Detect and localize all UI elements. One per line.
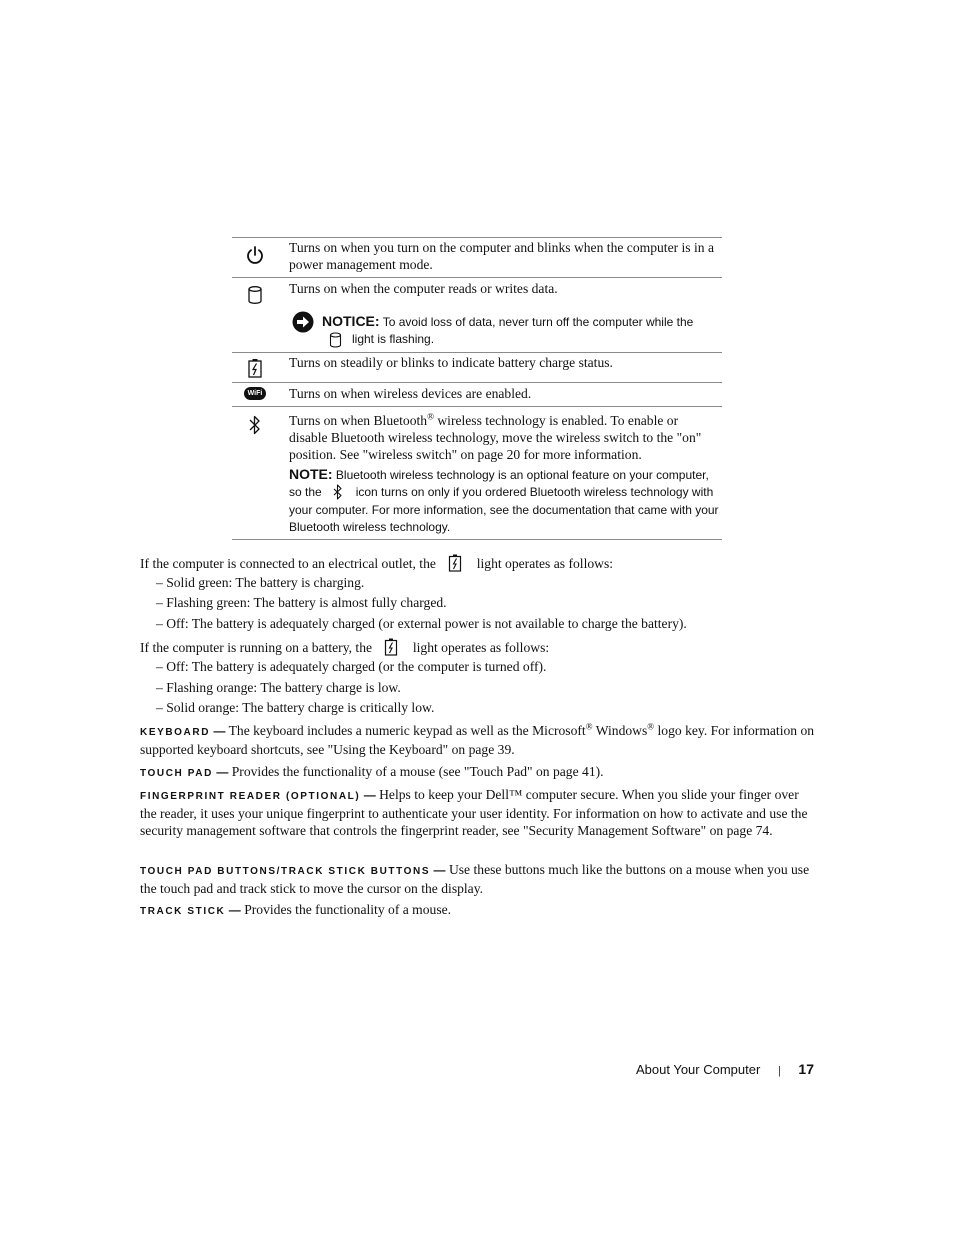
touch-pad-section	[140, 763, 815, 782]
hard-drive-light-description: Turns on when the computer reads or writes data.	[289, 281, 558, 296]
touch-pad-text: Provides the functionality of a mouse (see "Touch Pad" on page 41).	[231, 764, 604, 779]
registered-mark: ®	[427, 411, 434, 422]
section-heading: KEYBOARD	[140, 727, 211, 738]
note-text-after: icon turns on only if you ordered Bluetooth wireless technology with your computer. For more information, see the documentation that came with your Bluetooth wireless technology.	[289, 485, 719, 534]
note-label: NOTE:	[289, 466, 333, 482]
battery-icon	[377, 638, 407, 656]
notice-text: To avoid loss of data, never turn off the computer while the	[382, 315, 694, 329]
section-heading: TRACK STICK	[140, 906, 226, 917]
battery-intro	[140, 638, 840, 656]
keyboard-section	[140, 722, 815, 758]
footer-section-title: About Your Computer	[636, 1062, 761, 1077]
keyboard-text-b: Windows	[595, 723, 648, 738]
wifi-icon: WiFi	[244, 387, 266, 400]
hard-drive-icon	[329, 332, 342, 348]
table-rule	[232, 237, 722, 238]
note-text-before: Bluetooth wireless technology is an optional feature on your computer, so the	[289, 468, 709, 500]
power-icon	[245, 245, 265, 265]
notice	[322, 313, 718, 331]
notice-text-continued: light is flashing.	[352, 332, 435, 346]
list-item: – Solid green: The battery is charging.	[156, 575, 365, 590]
notice-label: NOTICE:	[322, 313, 380, 329]
footer-separator: |	[777, 1065, 781, 1077]
bluetooth-light-description	[289, 412, 719, 463]
bluetooth-text-b: wireless technology is enabled. To enable or disable Bluetooth wireless technology, move the wireless switch to the "on" position. See "wireless switch" on page 20 for more information.	[289, 413, 702, 462]
battery-intro-after: light operates as follows:	[412, 640, 550, 655]
bluetooth-icon	[324, 484, 354, 500]
table-rule	[232, 352, 722, 353]
fingerprint-section	[140, 786, 815, 839]
section-heading: TOUCH PAD	[140, 768, 213, 779]
outlet-intro-before: If the computer is connected to an electrical outlet, the	[140, 556, 436, 571]
list-item: – Flashing orange: The battery charge is low.	[156, 680, 401, 695]
table-rule	[232, 406, 722, 407]
list-item: – Off: The battery is adequately charged (or the computer is turned off).	[156, 659, 547, 674]
em-dash: —	[363, 788, 376, 802]
list-item: – Flashing green: The battery is almost fully charged.	[156, 595, 447, 610]
section-heading: FINGERPRINT READER (OPTIONAL)	[140, 791, 361, 802]
track-stick-section	[140, 901, 815, 920]
table-rule	[232, 277, 722, 278]
page-number: 17	[798, 1061, 814, 1077]
fingerprint-text: Helps to keep your Dell™ computer secure. When you slide your finger over the reader, it uses your unique fingerprint to authenticate your user identity. For information on how to activate and use the security management software that controls the fingerprint reader, see "Security Management Software" on page 74.	[140, 787, 808, 838]
wifi-light-description: Turns on when wireless devices are enabled.	[289, 386, 532, 401]
outlet-intro-after: light operates as follows:	[476, 556, 614, 571]
section-heading: TOUCH PAD BUTTONS/TRACK STICK BUTTONS	[140, 866, 431, 877]
bluetooth-note	[289, 466, 719, 536]
keyboard-text-a: The keyboard includes a numeric keypad as well as the Microsoft	[228, 723, 586, 738]
battery-light-description: Turns on steadily or blinks to indicate battery charge status.	[289, 355, 613, 370]
battery-icon	[247, 358, 263, 378]
list-item: – Off: The battery is adequately charged (or external power is not available to charge the battery).	[156, 616, 687, 631]
bluetooth-icon	[247, 414, 263, 436]
em-dash: —	[228, 903, 241, 917]
registered-mark: ®	[585, 721, 593, 732]
table-rule	[232, 382, 722, 383]
table-rule	[232, 539, 722, 540]
track-stick-text: Provides the functionality of a mouse.	[244, 902, 452, 917]
hard-drive-icon	[247, 285, 263, 305]
battery-icon	[441, 554, 471, 572]
keyboard-text-c: logo key. For information on supported keyboard shortcuts, see "Using the Keyboard" on page 39.	[140, 723, 815, 757]
power-light-description: Turns on when you turn on the computer and blinks when the computer is in a power management mode.	[289, 240, 714, 272]
notice-icon	[292, 311, 314, 333]
buttons-text: Use these buttons much like the buttons on a mouse when you use the touch pad and track stick to move the cursor on the display.	[140, 862, 810, 896]
registered-mark: ®	[647, 721, 655, 732]
battery-intro-before: If the computer is running on a battery, the	[140, 640, 373, 655]
em-dash: —	[216, 765, 229, 779]
em-dash: —	[433, 863, 446, 877]
buttons-section	[140, 861, 815, 897]
outlet-intro	[140, 554, 840, 572]
list-item: – Solid orange: The battery charge is critically low.	[156, 700, 435, 715]
em-dash: —	[213, 724, 226, 738]
page-footer	[600, 1061, 814, 1077]
bluetooth-text-a: Turns on when Bluetooth	[289, 413, 428, 428]
